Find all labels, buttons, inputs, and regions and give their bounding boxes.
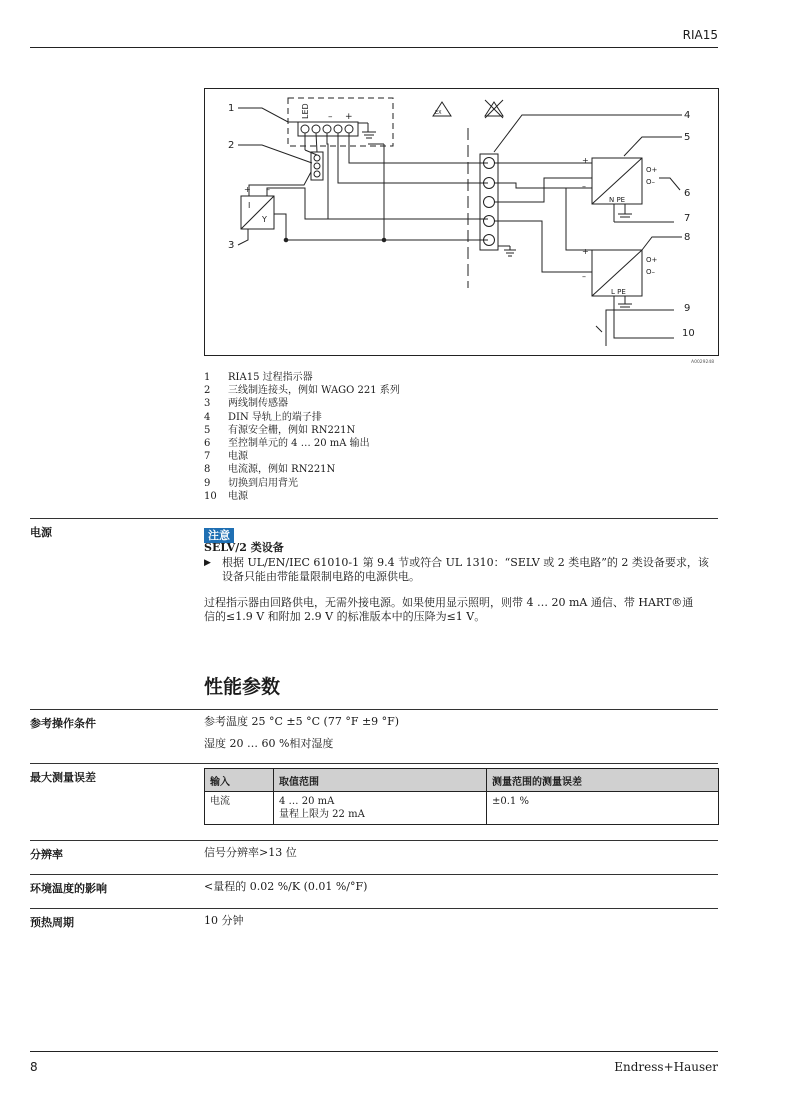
- warmup-label: 预热周期: [30, 916, 74, 929]
- svg-text:+: +: [582, 247, 589, 256]
- legend-item: [204, 477, 400, 490]
- legend-item: [204, 371, 400, 384]
- header-rule: [30, 47, 718, 48]
- table-header-cell: 取值范围: [274, 769, 487, 792]
- legend-number: 9: [204, 477, 211, 489]
- svg-text:Y: Y: [262, 215, 267, 224]
- svg-text:L PE: L PE: [611, 288, 626, 296]
- section-rule: [30, 840, 718, 841]
- section-rule: [30, 874, 718, 875]
- table-header-row: [205, 769, 719, 792]
- legend-number: 10: [204, 490, 217, 502]
- svg-text:1: 1: [228, 103, 235, 114]
- notice-badge: 注意: [204, 528, 234, 543]
- legend-item: [204, 411, 400, 424]
- svg-text:O–: O–: [646, 268, 656, 276]
- svg-text:–: –: [582, 272, 586, 281]
- svg-text:–: –: [582, 182, 586, 191]
- table-cell: ±0.1 %: [487, 792, 719, 825]
- svg-text:–: –: [266, 185, 270, 194]
- svg-text:6: 6: [684, 188, 691, 199]
- legend-text: 三线制连接头，例如 WAGO 221 系列: [228, 385, 400, 397]
- diagram-legend: [204, 371, 400, 503]
- svg-text:5: 5: [684, 132, 691, 143]
- table-cell: 4 … 20 mA 量程上限为 22 mA: [274, 792, 487, 825]
- svg-text:N PE: N PE: [609, 196, 626, 204]
- svg-text:EX: EX: [435, 110, 442, 116]
- max-error-label: 最大测量误差: [30, 771, 96, 784]
- legend-item: [204, 437, 400, 450]
- notice-title: SELV/2 类设备: [204, 541, 284, 554]
- legend-number: 8: [204, 464, 211, 476]
- section-rule: [30, 763, 718, 764]
- ref-conditions-label: 参考操作条件: [30, 717, 96, 730]
- svg-text:O+: O+: [646, 166, 658, 174]
- resolution-value: 信号分辨率>13 位: [204, 846, 297, 859]
- legend-number: 3: [204, 398, 211, 410]
- svg-text:3: 3: [228, 240, 235, 251]
- svg-text:8: 8: [684, 232, 691, 243]
- max-error-table: [204, 768, 719, 825]
- footer-rule: [30, 1051, 718, 1052]
- warmup-value: 10 分钟: [204, 914, 244, 927]
- section-title: 性能参数: [204, 676, 281, 698]
- legend-number: 1: [204, 372, 211, 383]
- ref-temperature: 参考温度 25 °C ±5 °C (77 °F ±9 °F): [204, 715, 400, 728]
- legend-text: 切换到启用背光: [228, 477, 298, 489]
- legend-text: 有源安全栅，例如 RN221N: [228, 424, 356, 436]
- section-rule: [30, 908, 718, 909]
- legend-number: 6: [204, 438, 211, 450]
- svg-text:9: 9: [684, 303, 691, 314]
- legend-item: [204, 424, 400, 437]
- legend-item: [204, 490, 400, 503]
- wago-connector: [311, 152, 323, 180]
- svg-text:+: +: [582, 156, 589, 165]
- table-row: [205, 792, 719, 825]
- legend-number: 5: [204, 424, 211, 436]
- svg-text:O–: O–: [646, 178, 656, 186]
- section-rule: [30, 518, 718, 519]
- legend-text: 电流源，例如 RN221N: [228, 464, 336, 476]
- legend-item: [204, 450, 400, 463]
- bullet-arrow-icon: ▶: [204, 558, 211, 568]
- legend-item: [204, 463, 400, 476]
- legend-text: DIN 导轨上的端子排: [228, 411, 322, 423]
- page-number: 8: [30, 1060, 38, 1074]
- legend-number: 2: [204, 385, 211, 397]
- svg-text:10: 10: [682, 328, 695, 339]
- svg-text:4: 4: [684, 110, 691, 121]
- table-header-cell: 输入: [205, 769, 274, 792]
- footer-brand: Endress+Hauser: [614, 1060, 718, 1074]
- legend-number: 4: [204, 411, 211, 423]
- power-label: 电源: [30, 526, 52, 539]
- svg-text:+: +: [345, 112, 353, 122]
- svg-text:–: –: [328, 112, 333, 122]
- legend-item: [204, 397, 400, 410]
- legend-text: 两线制传感器: [228, 398, 288, 410]
- legend-item: [204, 384, 400, 397]
- section-rule: [30, 709, 718, 710]
- power-paragraph: 过程指示器由回路供电，无需外接电源。如果使用显示照明，则带 4 … 20 mA 通信、带 HART®通 信的≤1.9 V 和附加 2.9 V 的标准版本中的压降为≤1 V。: [204, 596, 694, 623]
- svg-text:O+: O+: [646, 256, 658, 264]
- svg-text:I: I: [248, 201, 251, 210]
- table-cell: 电流: [205, 792, 274, 825]
- legend-text: RIA15 过程指示器: [228, 372, 313, 383]
- ref-humidity: 湿度 20 … 60 %相对湿度: [204, 737, 334, 750]
- header-title: RIA15: [682, 28, 718, 42]
- ambient-label: 环境温度的影响: [30, 882, 107, 895]
- legend-text: 电源: [228, 451, 248, 463]
- table-header-cell: 测量范围的测量误差: [487, 769, 719, 792]
- resolution-label: 分辨率: [30, 848, 63, 861]
- notice-bullet: ▶ 根据 UL/EN/IEC 61010-1 第 9.4 节或符合 UL 1310：“SELV 或 2 类电路”的 2 类设备要求，该 设备只能由带能量限制电路的电源供电。: [204, 556, 709, 583]
- led-label: LED: [301, 103, 310, 119]
- wiring-diagram: [204, 88, 719, 368]
- legend-text: 至控制单元的 4 … 20 mA 输出: [228, 438, 370, 450]
- ambient-value: <量程的 0.02 %/K (0.01 %/°F): [204, 880, 368, 893]
- figure-code: A0029248: [691, 360, 715, 365]
- svg-text:2: 2: [228, 140, 235, 151]
- svg-text:+: +: [244, 185, 251, 194]
- legend-number: 7: [204, 451, 211, 463]
- svg-text:7: 7: [684, 213, 691, 224]
- legend-text: 电源: [228, 490, 248, 502]
